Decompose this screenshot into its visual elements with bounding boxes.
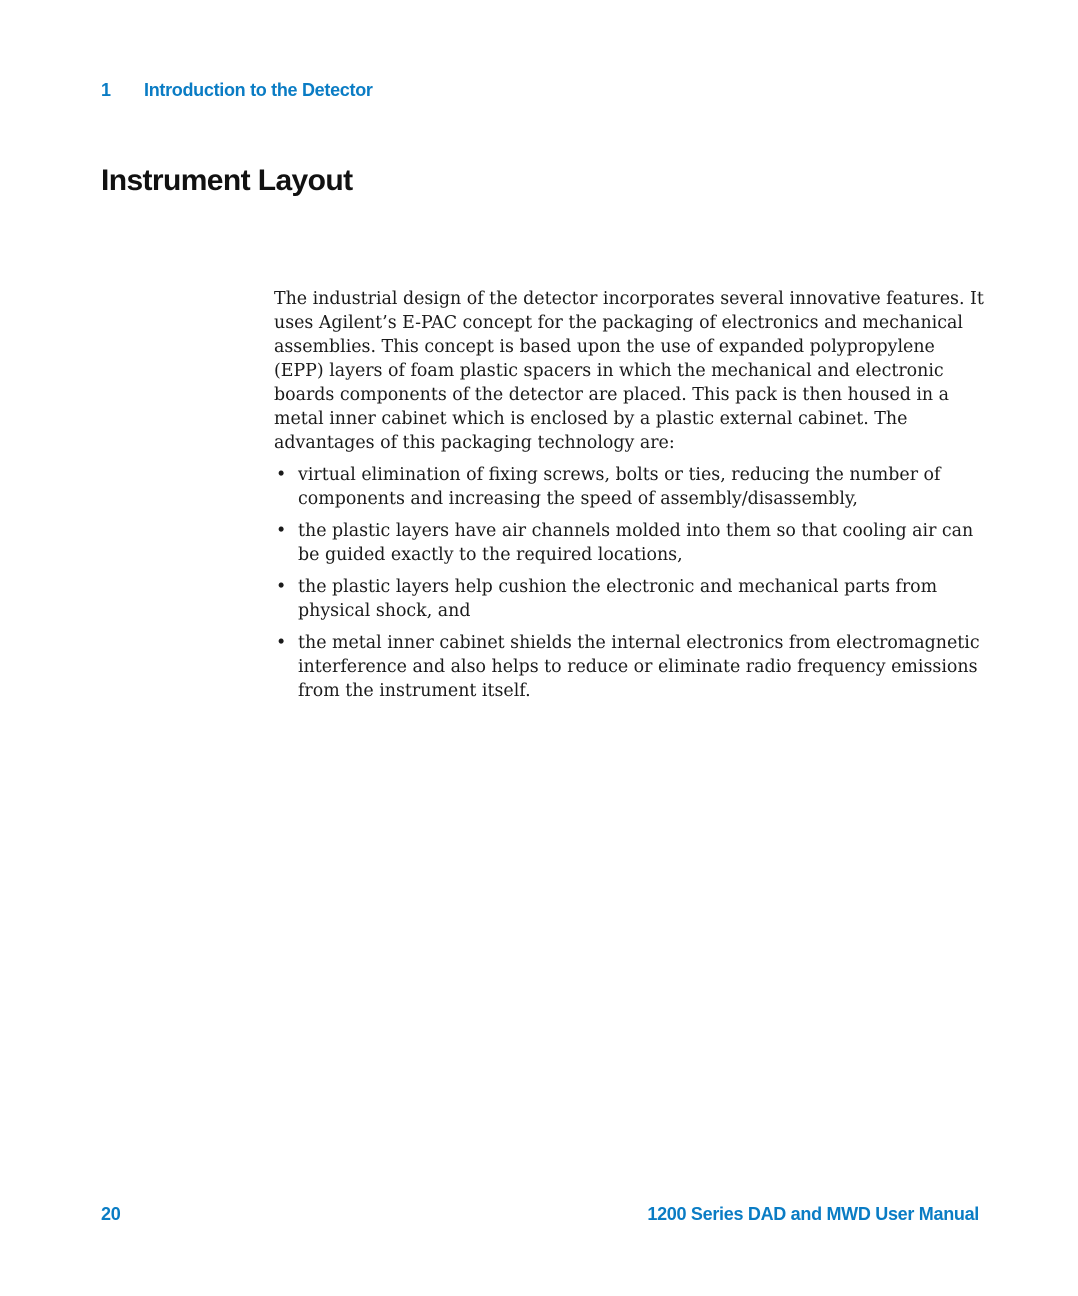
list-item bbox=[274, 519, 986, 567]
bullet-icon: • bbox=[276, 633, 287, 653]
section-title: Instrument Layout bbox=[101, 164, 353, 197]
page-number: 20 bbox=[101, 1204, 121, 1224]
list-item-text: virtual elimination of fixing screws, bolts or ties, reducing the number of components and increasing the speed of assembly/disassembly, bbox=[298, 465, 941, 509]
list-item bbox=[274, 631, 986, 703]
bullet-icon: • bbox=[276, 465, 287, 485]
list-item bbox=[274, 463, 986, 511]
list-item-text: the plastic layers help cushion the electronic and mechanical parts from physical shock, and bbox=[298, 577, 938, 621]
advantages-list bbox=[274, 463, 986, 703]
manual-title: 1200 Series DAD and MWD User Manual bbox=[647, 1204, 979, 1224]
list-item-text: the metal inner cabinet shields the internal electronics from electromagnetic interference and also helps to reduce or eliminate radio frequency emissions from the instrument itself. bbox=[298, 633, 980, 701]
list-item-text: the plastic layers have air channels molded into them so that cooling air can be guided exactly to the required locations, bbox=[298, 521, 974, 565]
chapter-number: 1 bbox=[101, 80, 111, 100]
body-content bbox=[274, 287, 986, 711]
chapter-title: Introduction to the Detector bbox=[144, 80, 373, 100]
intro-paragraph: The industrial design of the detector incorporates several innovative features. It uses Agilent’s E-PAC concept for the packaging of electronics and mechanical assemblies. This concept is based upon the use of expanded polypropylene (EPP) layers of foam plastic spacers in which the mechanical and electronic boards components of the detector are placed. This pack is then housed in a metal inner cabinet which is enclosed by a plastic external cabinet. The advantages of this packaging technology are: bbox=[274, 289, 984, 453]
list-item bbox=[274, 575, 986, 623]
bullet-icon: • bbox=[276, 521, 287, 541]
running-header bbox=[101, 80, 373, 101]
bullet-icon: • bbox=[276, 577, 287, 597]
